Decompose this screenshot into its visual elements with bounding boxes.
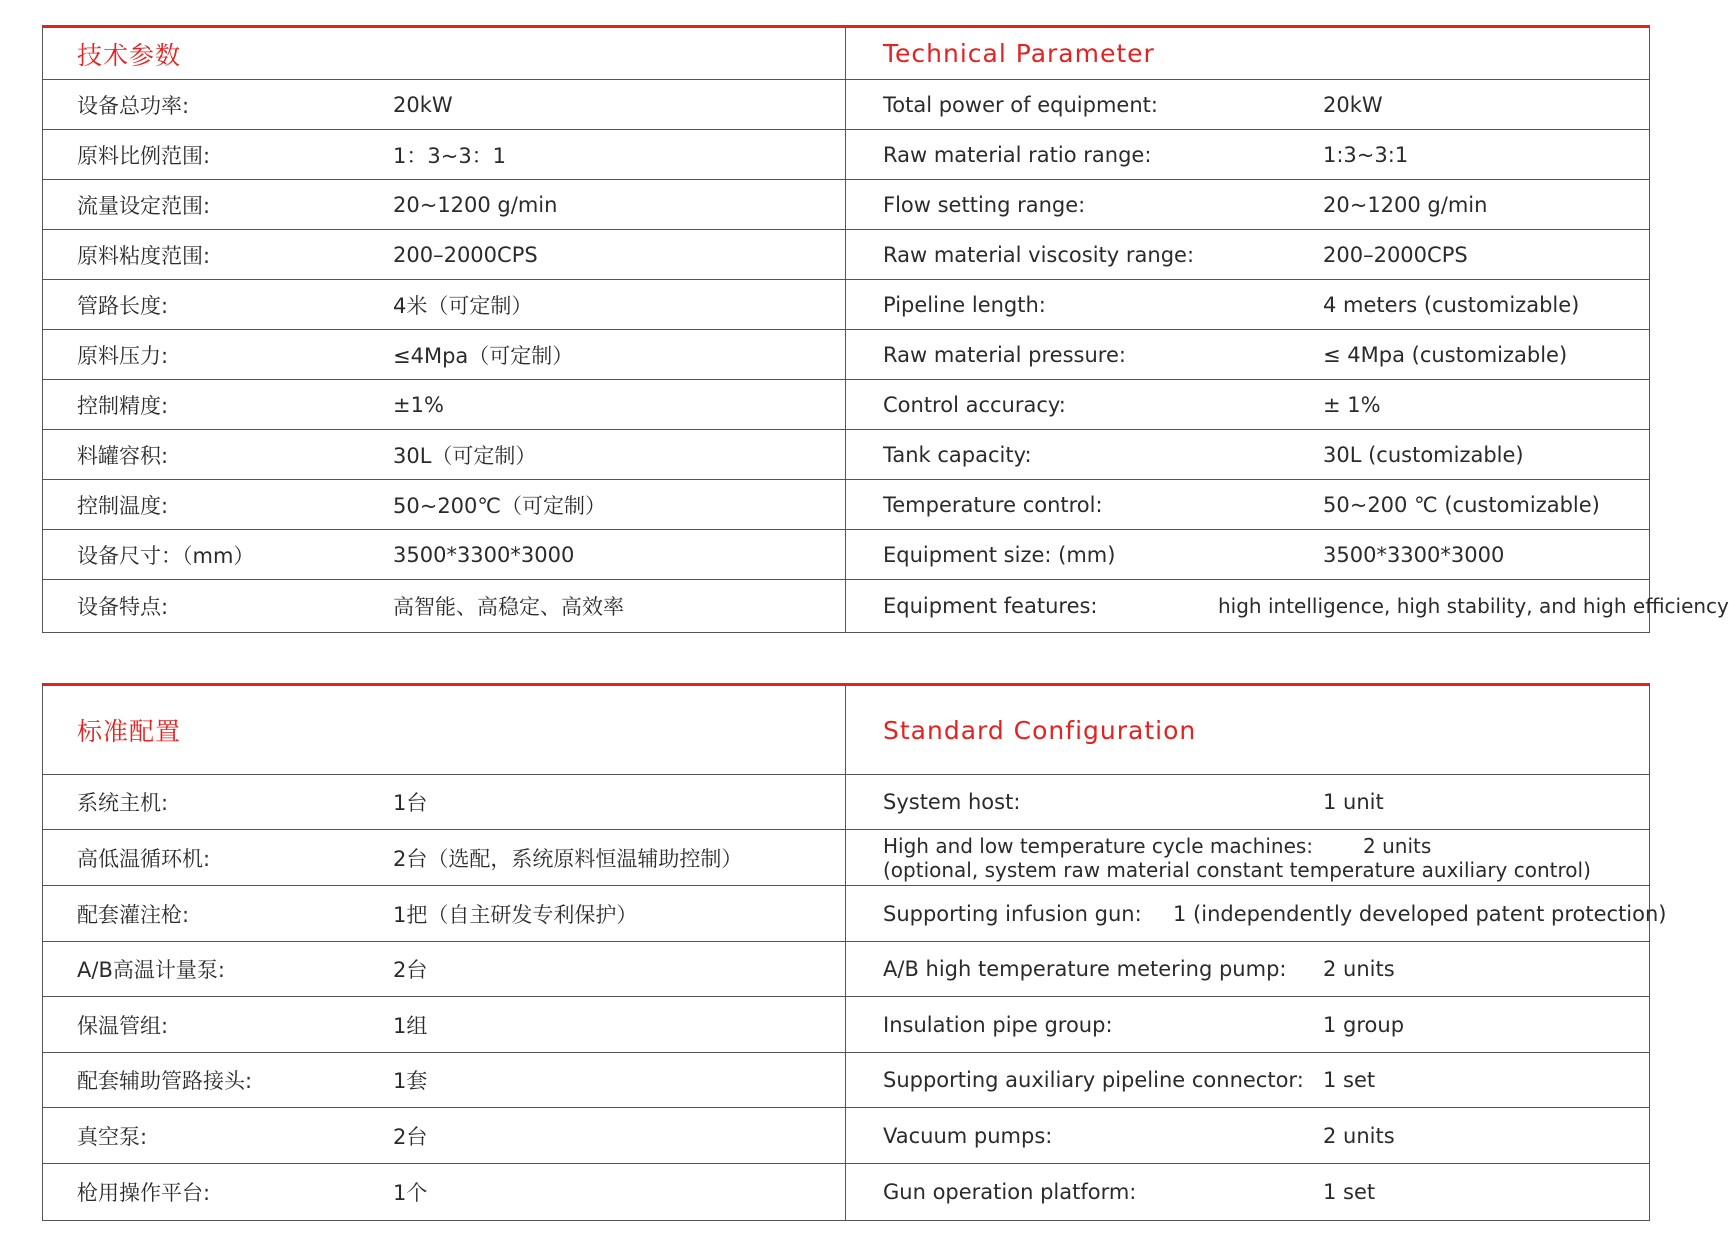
table-row: [43, 130, 1649, 180]
table-row: [43, 230, 1649, 280]
table-row: [43, 480, 1649, 530]
section-title-zh: 标准配置: [77, 717, 182, 746]
en-value: 20~1200 g/min: [1323, 192, 1488, 217]
en-value: 1 group: [1323, 1012, 1405, 1037]
zh-label: 流量设定范围:: [77, 193, 211, 218]
en-label: Supporting infusion gun:: [883, 901, 1142, 926]
zh-label: 保温管组:: [77, 1013, 169, 1038]
en-label: Flow setting range:: [883, 192, 1086, 217]
en-label: Gun operation platform:: [883, 1179, 1137, 1204]
en-label: Vacuum pumps:: [883, 1123, 1053, 1148]
en-value: 1 set: [1323, 1179, 1376, 1204]
zh-value: 20~1200 g/min: [393, 192, 558, 217]
en-label: Insulation pipe group:: [883, 1012, 1113, 1037]
en-line-1: [883, 834, 1431, 858]
zh-label: 设备总功率:: [77, 93, 190, 118]
en-value: 2 units: [1323, 1123, 1395, 1148]
zh-label: 设备特点:: [77, 594, 169, 619]
zh-label: 原料压力:: [77, 343, 169, 368]
zh-label: 系统主机:: [77, 791, 169, 815]
standard-configuration-table: [42, 683, 1667, 1221]
zh-value: 30L（可定制）: [393, 443, 537, 468]
en-value: high intelligence, high stability, and high efficiency: [1218, 593, 1729, 618]
en-label: Raw material ratio range:: [883, 142, 1152, 167]
zh-value: 50~200℃（可定制）: [393, 493, 606, 518]
zh-label: 配套灌注枪:: [77, 902, 190, 927]
en-value: 1 set: [1323, 1068, 1376, 1092]
en-label: Total power of equipment:: [883, 92, 1158, 117]
en-label: Supporting auxiliary pipeline connector:: [883, 1068, 1304, 1092]
zh-value: 高智能、高稳定、高效率: [393, 594, 624, 619]
en-label: Raw material pressure:: [883, 342, 1126, 367]
table-row: [43, 530, 1649, 580]
table-row: [43, 830, 1649, 886]
en-two-line-cell: [883, 830, 1591, 885]
zh-value: 3500*3300*3000: [393, 542, 575, 567]
zh-value: 1个: [393, 1180, 428, 1205]
zh-value: 2台: [393, 1124, 428, 1149]
en-value: 2 units: [1323, 957, 1395, 981]
en-label: System host:: [883, 790, 1021, 814]
zh-label: 原料比例范围:: [77, 143, 211, 168]
zh-label: 管路长度:: [77, 293, 169, 318]
en-label: A/B high temperature metering pump:: [883, 957, 1287, 981]
en-value: ≤ 4Mpa (customizable): [1323, 342, 1568, 367]
zh-value: 1组: [393, 1013, 428, 1038]
zh-value: 20kW: [393, 92, 453, 117]
zh-label: 设备尺寸：（mm）: [77, 543, 255, 568]
table-row: [43, 1164, 1649, 1219]
zh-value: 1套: [393, 1069, 428, 1093]
en-value: 1:3~3:1: [1323, 142, 1409, 167]
table-row: [43, 1053, 1649, 1108]
en-value: 20kW: [1323, 92, 1383, 117]
zh-label: 控制精度:: [77, 393, 169, 418]
table-row: [43, 997, 1649, 1053]
en-label: Equipment size: (mm): [883, 542, 1116, 567]
en-value: 30L (customizable): [1323, 442, 1524, 467]
en-label: Equipment features:: [883, 593, 1098, 618]
section-title-en: Technical Parameter: [883, 39, 1155, 68]
en-label: Control accuracy:: [883, 392, 1066, 417]
zh-value: 1：3~3：1: [393, 143, 507, 168]
en-value: 200–2000CPS: [1323, 242, 1468, 267]
en-label: Pipeline length:: [883, 292, 1046, 317]
en-value: 3500*3300*3000: [1323, 542, 1505, 567]
table-row: [43, 380, 1649, 430]
table-row: [43, 80, 1649, 130]
en-value: ± 1%: [1323, 392, 1381, 417]
zh-label: 配套辅助管路接头:: [77, 1069, 253, 1093]
table-header-row: [43, 686, 1649, 775]
zh-value: 200–2000CPS: [393, 242, 538, 267]
table-row: [43, 430, 1649, 480]
technical-parameter-table: [42, 25, 1729, 633]
table-row: [43, 886, 1667, 942]
zh-label: 高低温循环机:: [77, 846, 211, 871]
section-title-zh: 技术参数: [77, 40, 182, 70]
en-label: Temperature control:: [883, 492, 1103, 517]
en-note: (optional, system raw material constant temperature auxiliary control): [883, 857, 1591, 882]
zh-value: 1把（自主研发专利保护）: [393, 902, 638, 927]
zh-label: 真空泵:: [77, 1124, 148, 1149]
en-value: 2 units: [1363, 833, 1432, 858]
table-row: [43, 942, 1649, 997]
zh-label: 料罐容积:: [77, 443, 169, 468]
table-row: [43, 280, 1649, 330]
section-title-en: Standard Configuration: [883, 715, 1197, 745]
table-row: [43, 180, 1649, 230]
en-label: Raw material viscosity range:: [883, 242, 1195, 267]
zh-value: 2台（选配，系统原料恒温辅助控制）: [393, 846, 743, 871]
zh-label: A/B高温计量泵:: [77, 958, 225, 982]
en-label: Tank capacity:: [883, 442, 1032, 467]
en-label: High and low temperature cycle machines:: [883, 833, 1314, 858]
table-row: [43, 1108, 1649, 1164]
en-value: 50~200 ℃ (customizable): [1323, 492, 1600, 517]
en-value: 1 (independently developed patent protection): [1173, 901, 1667, 926]
zh-value: 4米（可定制）: [393, 293, 533, 318]
zh-value: ≤4Mpa（可定制）: [393, 343, 574, 368]
table-row: [43, 580, 1729, 631]
zh-value: 1台: [393, 791, 428, 815]
zh-value: ±1%: [393, 392, 444, 417]
table-row: [43, 330, 1649, 380]
en-value: 1 unit: [1323, 790, 1384, 814]
zh-label: 枪用操作平台:: [77, 1180, 211, 1205]
table-row: [43, 775, 1649, 830]
zh-label: 控制温度:: [77, 493, 169, 518]
zh-value: 2台: [393, 958, 428, 982]
zh-label: 原料粘度范围:: [77, 243, 211, 268]
table-header-row: [43, 28, 1649, 80]
en-value: 4 meters (customizable): [1323, 292, 1580, 317]
